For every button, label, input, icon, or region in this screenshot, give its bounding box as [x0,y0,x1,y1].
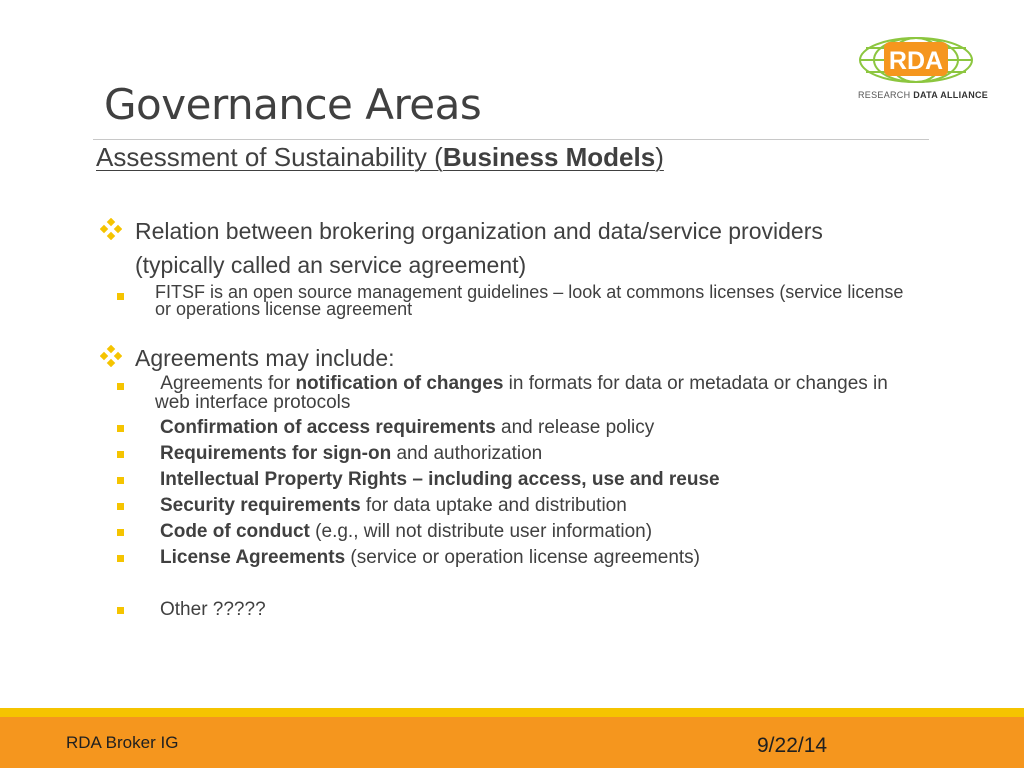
logo-tagline: RESEARCH DATA ALLIANCE [858,90,989,100]
logo-mark: RDA [888,47,944,75]
square-bullet-icon [117,503,124,510]
page-subtitle: Assessment of Sustainability (Business Models) [96,142,664,172]
square-bullet-icon [117,383,124,390]
square-bullet-icon [117,477,124,484]
square-bullet-icon [117,293,124,300]
diamond-bullet-icon [100,345,122,367]
footer-date: 9/22/14 [757,734,828,757]
title-divider [93,139,929,140]
footer-stripe [0,708,1024,717]
square-bullet-icon [117,555,124,562]
footer-label: RDA Broker IG [66,733,179,752]
diamond-bullet-icon [100,218,122,240]
square-bullet-icon [117,425,124,432]
square-bullet-icon [117,451,124,458]
square-bullet-icon [117,607,124,614]
page-title: Governance Areas [104,80,482,129]
square-bullet-icon [117,529,124,536]
